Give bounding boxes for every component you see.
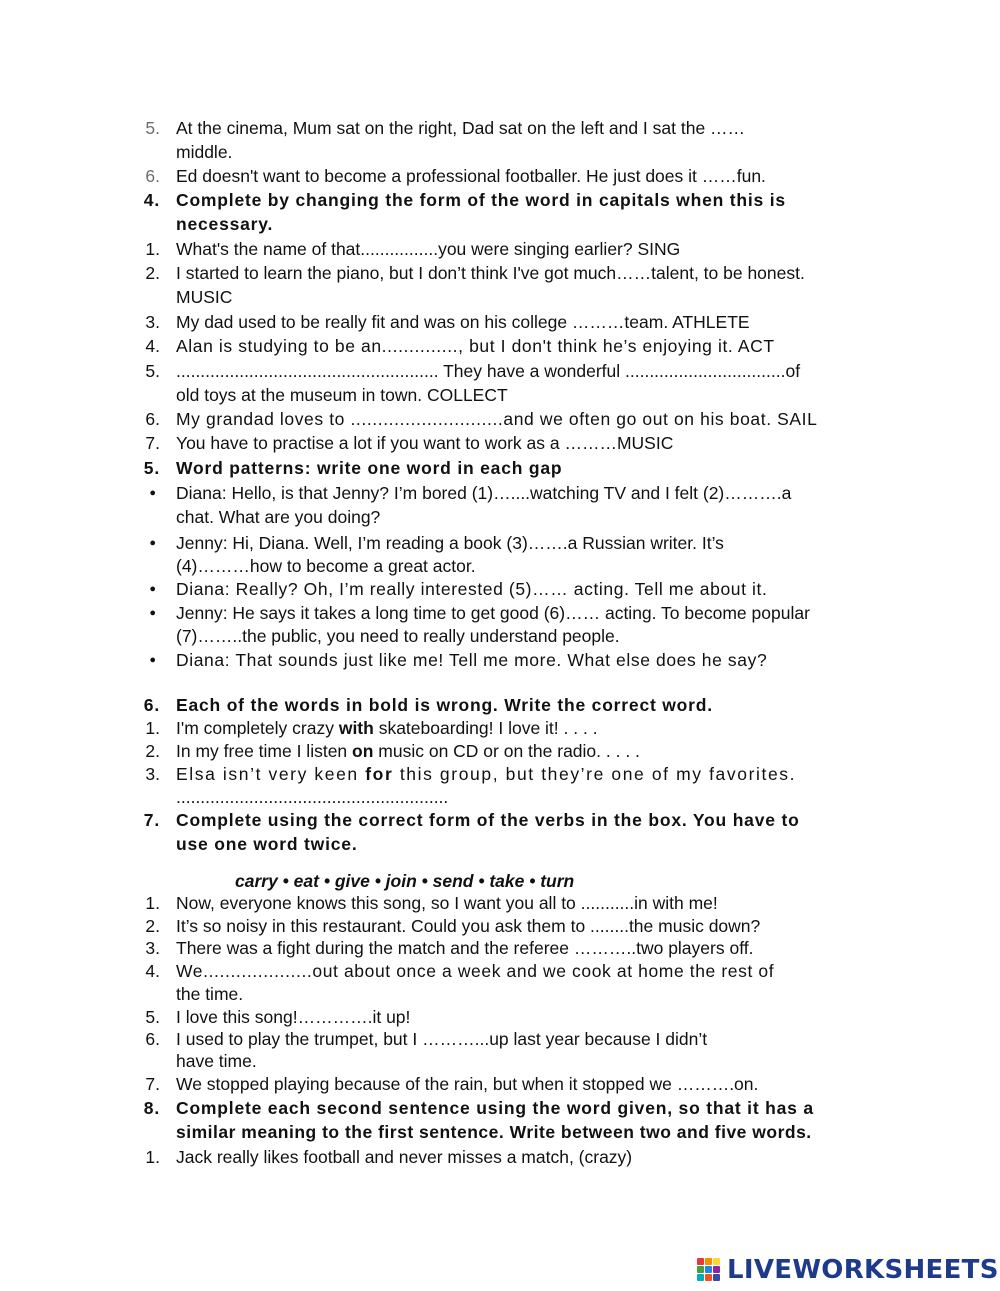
item-text: I love this song!………….it up!: [176, 1007, 411, 1027]
list-item: [0, 915, 1000, 938]
logo-tile: [697, 1266, 704, 1273]
item-text: In my free time I listen on music on CD or on the radio. . . . .: [176, 741, 640, 761]
section-heading-continuation: [0, 213, 1000, 236]
item-number: 2.: [145, 263, 160, 283]
item-text: MUSIC: [176, 287, 233, 307]
list-item: [0, 482, 1000, 505]
item-text: Diana: That sounds just like me! Tell me more. What else does he say?: [176, 650, 768, 670]
item-number: 3.: [145, 312, 160, 332]
list-item: [0, 1028, 1000, 1051]
list-item: [0, 238, 1000, 261]
liveworksheets-logo[interactable]: [697, 1255, 999, 1285]
section-title: Complete by changing the form of the word in capitals when this is: [176, 190, 786, 210]
item-text: Jenny: Hi, Diana. Well, I’m reading a book (3)…….a Russian writer. It’s: [176, 533, 724, 553]
item-number: 6.: [145, 409, 160, 429]
section-heading: [0, 189, 1000, 212]
list-item: [0, 1073, 1000, 1096]
list-item: [0, 408, 1000, 431]
section-number: 5.: [143, 458, 160, 478]
section-heading-continuation: [0, 1121, 1000, 1144]
bullet-icon: ●: [149, 537, 156, 549]
item-text: (4)………how to become a great actor.: [176, 556, 476, 576]
list-item-continuation: [0, 506, 1000, 529]
bold-word: on: [352, 741, 374, 761]
item-number: 1.: [145, 893, 160, 913]
item-text: Diana: Really? Oh, I’m really interested (5)…… acting. Tell me about it.: [176, 579, 768, 599]
section-title: similar meaning to the first sentence. Write between two and five words.: [176, 1122, 812, 1142]
item-text: ...................................................... They have a wonderful .................................of: [176, 361, 801, 381]
item-text: What's the name of that................you were singing earlier? SING: [176, 239, 681, 259]
logo-text: LIVEWORKSHEETS: [727, 1255, 999, 1285]
bold-word: with: [338, 718, 374, 738]
bullet-icon: ●: [149, 487, 156, 499]
item-number: 1.: [145, 718, 160, 738]
logo-tile: [705, 1258, 712, 1265]
item-number: 1.: [145, 239, 160, 259]
item-number: 4.: [145, 336, 160, 356]
item-text: You have to practise a lot if you want to work as a ………MUSIC: [176, 433, 674, 453]
item-number: 3.: [145, 764, 160, 784]
section-heading: [0, 457, 1000, 480]
logo-tile: [705, 1266, 712, 1273]
section-heading-continuation: [0, 833, 1000, 856]
list-item: [0, 311, 1000, 334]
list-item: [0, 360, 1000, 383]
item-text: We stopped playing because of the rain, but when it stopped we ……….on.: [176, 1074, 759, 1094]
list-item: [0, 578, 1000, 601]
item-number: 3.: [145, 938, 160, 958]
list-item: [0, 432, 1000, 455]
section-title: use one word twice.: [176, 834, 358, 854]
list-item-continuation: [0, 384, 1000, 407]
item-number: 6.: [145, 166, 160, 186]
list-item-continuation: [0, 1050, 1000, 1073]
list-item: [0, 937, 1000, 960]
list-item-continuation: [0, 625, 1000, 648]
item-number: 7.: [145, 433, 160, 453]
list-item: [0, 649, 1000, 672]
section-title: Each of the words in bold is wrong. Write the correct word.: [176, 695, 713, 715]
item-text: I'm completely crazy with skateboarding! I love it! . . . .: [176, 718, 598, 738]
logo-tile: [705, 1274, 712, 1281]
section-number: 4.: [143, 190, 160, 210]
item-text: My dad used to be really fit and was on his college ………team. ATHLETE: [176, 312, 750, 332]
list-item: [0, 1006, 1000, 1029]
item-text: Ed doesn't want to become a professional footballer. He just does it ……fun.: [176, 166, 766, 186]
section-heading: [0, 809, 1000, 832]
item-text: chat. What are you doing?: [176, 507, 381, 527]
item-text: have time.: [176, 1051, 257, 1071]
item-number: 7.: [145, 1074, 160, 1094]
section-number: 6.: [143, 695, 160, 715]
item-text: It’s so noisy in this restaurant. Could you ask them to ........the music down?: [176, 916, 761, 936]
item-text: My grandad loves to ............................and we often go out on his boat. SAIL: [176, 409, 818, 429]
item-text: We....................out about once a week and we cook at home the rest of: [176, 961, 775, 981]
list-item-continuation: [0, 141, 1000, 164]
item-text: I used to play the trumpet, but I ………...up last year because I didn’t: [176, 1029, 708, 1049]
bullet-icon: ●: [149, 654, 156, 666]
list-item-continuation: [0, 286, 1000, 309]
item-number: 4.: [145, 961, 160, 981]
item-text: There was a fight during the match and the referee ………..two players off.: [176, 938, 754, 958]
bullet-icon: ●: [149, 607, 156, 619]
item-number: 5.: [145, 118, 160, 138]
item-text: Alan is studying to be an.............., but I don't think he’s enjoying it. ACT: [176, 336, 775, 356]
logo-tile: [697, 1274, 704, 1281]
list-item: [0, 532, 1000, 555]
list-item: [0, 740, 1000, 763]
list-item: [0, 763, 1000, 786]
section-number: 8.: [143, 1098, 160, 1118]
item-text: middle.: [176, 142, 233, 162]
logo-tile: [697, 1258, 704, 1265]
list-item: [0, 117, 1000, 140]
list-item-continuation: [0, 555, 1000, 578]
item-number: 1.: [145, 1147, 160, 1167]
item-text: (7)……..the public, you need to really understand people.: [176, 626, 620, 646]
item-number: 5.: [145, 361, 160, 381]
bullet-icon: ●: [149, 583, 156, 595]
item-text: At the cinema, Mum sat on the right, Dad sat on the left and I sat the ……: [176, 118, 746, 138]
list-item: [0, 165, 1000, 188]
section-title: Word patterns: write one word in each gap: [176, 458, 563, 478]
item-text: the time.: [176, 984, 244, 1004]
item-text: Now, everyone knows this song, so I want you all to ...........in with me!: [176, 893, 718, 913]
item-number: 6.: [145, 1029, 160, 1049]
logo-tile: [713, 1274, 720, 1281]
section-heading: [0, 694, 1000, 717]
list-item-continuation: [0, 983, 1000, 1006]
item-text: Jenny: He says it takes a long time to get good (6)…… acting. To become popular: [176, 603, 810, 623]
section-heading: [0, 1097, 1000, 1120]
item-number: 5.: [145, 1007, 160, 1027]
list-item-continuation: [0, 786, 1000, 809]
list-item: [0, 262, 1000, 285]
list-item: [0, 1146, 1000, 1169]
logo-tile: [713, 1266, 720, 1273]
list-item: [0, 960, 1000, 983]
logo-tile: [713, 1258, 720, 1265]
item-text: old toys at the museum in town. COLLECT: [176, 385, 508, 405]
item-text: Diana: Hello, is that Jenny? I’m bored (1)…....watching TV and I felt (2)……….a: [176, 483, 792, 503]
item-number: 2.: [145, 916, 160, 936]
section-title: necessary.: [176, 214, 274, 234]
list-item: [0, 892, 1000, 915]
logo-grid-icon: [697, 1258, 723, 1282]
list-item: [0, 602, 1000, 625]
section-number: 7.: [143, 810, 160, 830]
section-title: Complete each second sentence using the word given, so that it has a: [176, 1098, 814, 1118]
item-text: Jack really likes football and never misses a match, (crazy): [176, 1147, 633, 1167]
section-title: Complete using the correct form of the verbs in the box. You have to: [176, 810, 800, 830]
item-text: I started to learn the piano, but I don’t think I've got much……talent, to be honest.: [176, 263, 805, 283]
list-item: [0, 335, 1000, 358]
item-number: 2.: [145, 741, 160, 761]
word-box: carry • eat • give • join • send • take • turn: [235, 871, 575, 891]
item-text: Elsa isn’t very keen for this group, but they’re one of my favorites.: [176, 764, 797, 784]
item-text: ........................................................: [176, 787, 449, 807]
bold-word: for: [365, 764, 394, 784]
list-item: [0, 717, 1000, 740]
